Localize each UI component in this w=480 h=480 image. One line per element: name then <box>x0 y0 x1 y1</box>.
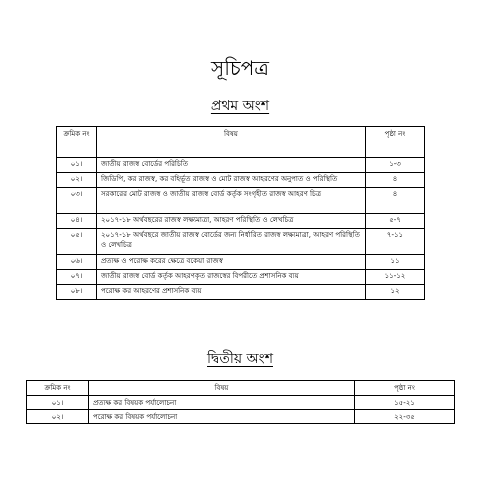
column-header-page: পৃষ্ঠা নং <box>355 381 455 396</box>
page-cell: ৪ <box>366 173 425 188</box>
column-header-page: পৃষ্ঠা নং <box>366 127 425 158</box>
page-cell: ৫-৭ <box>366 214 425 229</box>
subject-cell: ২০১৭-১৮ অর্থবছরের রাজস্ব লক্ষ্যমাত্রা, আহরণ পরিস্থিতি ও লেখচিত্র <box>97 214 366 229</box>
page-cell: ১-৩ <box>366 158 425 173</box>
table-row <box>27 396 455 410</box>
section-heading-part2-text: দ্বিতীয় অংশ <box>207 351 273 367</box>
table-row <box>57 255 425 270</box>
subject-cell: জাতীয় রাজস্ব বোর্ডের পরিচিতি <box>97 158 366 173</box>
subject-cell: জিডিপি, কর রাজস্ব, কর বহির্ভূত রাজস্ব ও মোট রাজস্ব আহরণের অনুপাত ও পরিস্থিতি <box>97 173 366 188</box>
section-heading-part1-text: প্রথম অংশ <box>210 98 270 114</box>
table-row <box>57 229 425 255</box>
subject-cell: ২০১৭-১৮ অর্থবছরে জাতীয় রাজস্ব বোর্ডের জন্য নির্ধারিত রাজস্ব লক্ষ্যমাত্রা, আহরণ পরিস্থিতি ও লেখচিত্র <box>97 229 366 255</box>
table-row <box>57 188 425 214</box>
subject-cell: জাতীয় রাজস্ব বোর্ড কর্তৃক আহরণকৃত রাজস্বের বিপরীতে প্রশাসনিক ব্যয় <box>97 270 366 285</box>
subject-cell: পরোক্ষ কর আহরণের প্রশাসনিক ব্যয় <box>97 285 366 300</box>
table-row <box>57 270 425 285</box>
serial-cell: ০৭। <box>57 270 97 285</box>
serial-cell: ০২। <box>57 173 97 188</box>
table-row <box>57 173 425 188</box>
column-header-serial: ক্রমিক নং <box>27 381 89 396</box>
subject-cell: প্রত্যক্ষ কর বিষয়ক পর্যালোচনা <box>89 396 355 410</box>
serial-cell: ০৬। <box>57 255 97 270</box>
column-header-subject: বিষয় <box>97 127 366 158</box>
subject-cell: প্রত্যক্ষ ও পরোক্ষ করের ক্ষেত্রে বকেয়া রাজস্ব <box>97 255 366 270</box>
toc-table-part1 <box>56 126 425 300</box>
serial-cell: ০৩। <box>57 188 97 214</box>
page-cell: ১১ <box>366 255 425 270</box>
column-header-serial: ক্রমিক নং <box>57 127 97 158</box>
table-row <box>57 158 425 173</box>
serial-cell: ০১। <box>57 158 97 173</box>
serial-cell: ০৫। <box>57 229 97 255</box>
table-row <box>27 410 455 424</box>
section-heading-part1 <box>0 97 480 115</box>
section-heading-part2 <box>0 350 480 368</box>
serial-cell: ০৪। <box>57 214 97 229</box>
serial-cell: ০৮। <box>57 285 97 300</box>
page-cell: ২২-৩৫ <box>355 410 455 424</box>
page-title: সূচিপত্র <box>211 56 269 80</box>
page-cell: ১২ <box>366 285 425 300</box>
subject-cell: পরোক্ষ কর বিষয়ক পর্যালোচনা <box>89 410 355 424</box>
page-cell: ১১-১২ <box>366 270 425 285</box>
table-header-row <box>57 127 425 158</box>
table-header-row <box>27 381 455 396</box>
toc-table-part2 <box>26 380 455 424</box>
page-cell: ১৫-২১ <box>355 396 455 410</box>
serial-cell: ০১। <box>27 396 89 410</box>
page-cell: ৭-১১ <box>366 229 425 255</box>
table-row <box>57 214 425 229</box>
serial-cell: ০২। <box>27 410 89 424</box>
table-row <box>57 285 425 300</box>
column-header-subject: বিষয় <box>89 381 355 396</box>
page-cell: ৪ <box>366 188 425 214</box>
subject-cell: সরকারের মোট রাজস্ব ও জাতীয় রাজস্ব বোর্ড কর্তৃক সংগৃহীত রাজস্ব আহরণ চিত্র <box>97 188 366 214</box>
